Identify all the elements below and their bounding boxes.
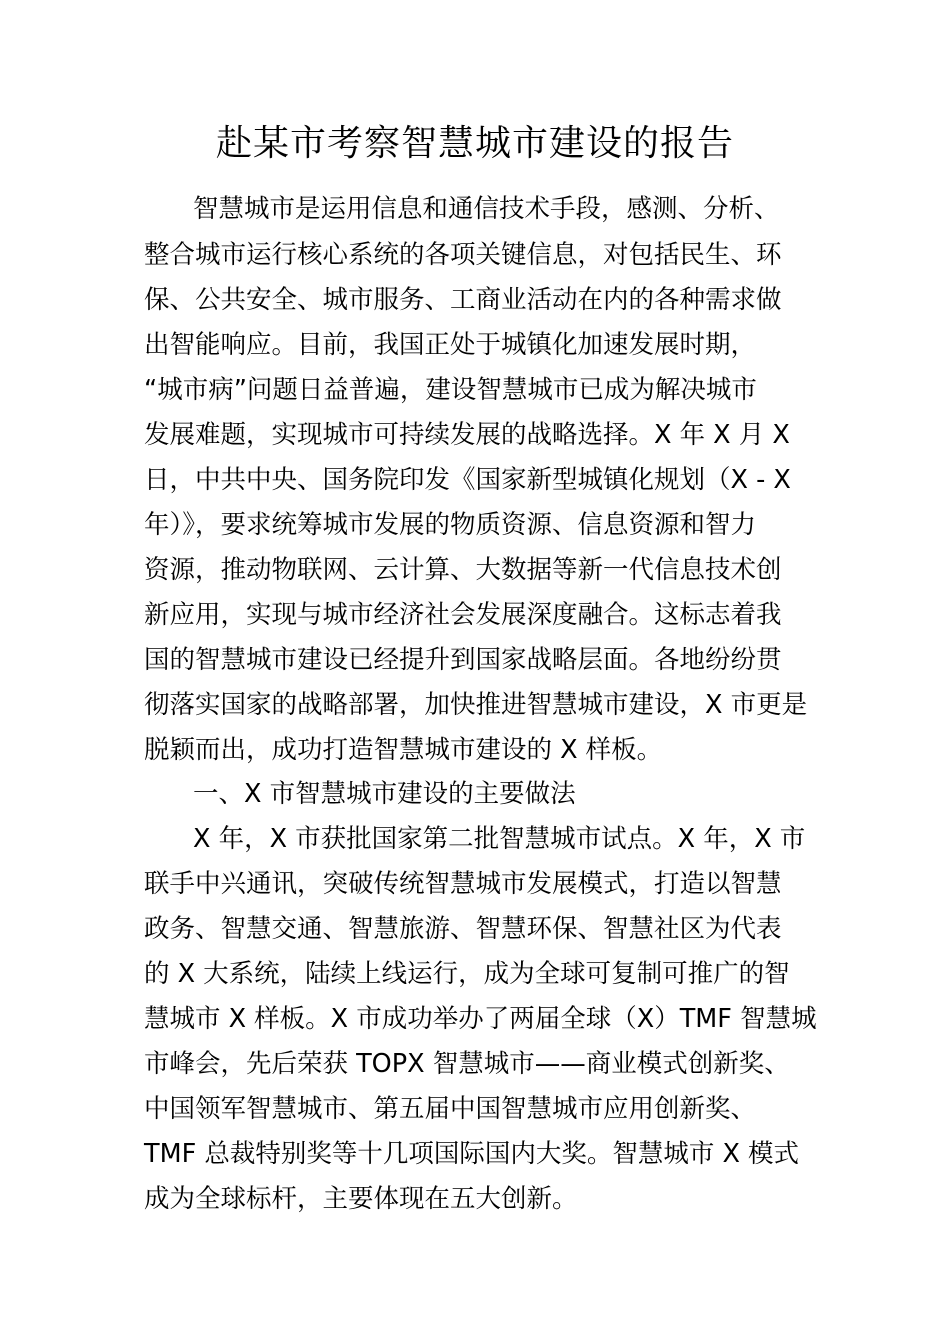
body-line: 慧城市 X 样板。X 市成功举办了两届全球（X）TMF 智慧城 (144, 1004, 817, 1034)
body-line: 日，中共中央、国务院印发《国家新型城镇化规划（X - X (144, 465, 791, 495)
body-line: 市峰会，先后荣获 TOPX 智慧城市——商业模式创新奖、 (144, 1049, 790, 1079)
body-line: 脱颖而出，成功打造智慧城市建设的 X 样板。 (144, 735, 663, 765)
body-line: 中国领军智慧城市、第五届中国智慧城市应用创新奖、 (144, 1094, 757, 1124)
body-line: TMF 总裁特别奖等十几项国际国内大奖。智慧城市 X 模式 (144, 1139, 800, 1169)
body-line: 的 X 大系统，陆续上线运行，成为全球可复制可推广的智 (144, 959, 790, 989)
body-line: 新应用，实现与城市经济社会发展深度融合。这标志着我 (144, 600, 782, 630)
body-line: 政务、智慧交通、智慧旅游、智慧环保、智慧社区为代表 (144, 914, 782, 944)
body-line: 资源，推动物联网、云计算、大数据等新一代信息技术创 (144, 555, 782, 585)
body-line: 成为全球标杆，主要体现在五大创新。 (144, 1184, 578, 1214)
body-line: 年）》，要求统筹城市发展的物质资源、信息资源和智力 (144, 510, 757, 540)
body-line: 彻落实国家的战略部署，加快推进智慧城市建设，X 市更是 (144, 690, 808, 720)
body-line: 智慧城市是运用信息和通信技术手段，感测、分析、 (193, 194, 780, 224)
body-line: X 年，X 市获批国家第二批智慧城市试点。X 年，X 市 (193, 824, 806, 854)
body-line: 联手中兴通讯，突破传统智慧城市发展模式，打造以智慧 (144, 869, 782, 899)
section-heading: 一、X 市智慧城市建设的主要做法 (193, 779, 576, 809)
body-line: 整合城市运行核心系统的各项关键信息，对包括民生、环 (144, 240, 782, 270)
body-line: 保、公共安全、城市服务、工商业活动在内的各种需求做 (144, 285, 782, 315)
document-title: 赴某市考察智慧城市建设的报告 (215, 123, 734, 164)
body-line: 国的智慧城市建设已经提升到国家战略层面。各地纷纷贯 (144, 645, 782, 675)
body-line: 出智能响应。目前，我国正处于城镇化加速发展时期， (144, 330, 757, 360)
body-line: “城市病”问题日益普遍，建设智慧城市已成为解决城市 (144, 375, 757, 405)
body-line: 发展难题，实现城市可持续发展的战略选择。X 年 X 月 X (144, 420, 790, 450)
